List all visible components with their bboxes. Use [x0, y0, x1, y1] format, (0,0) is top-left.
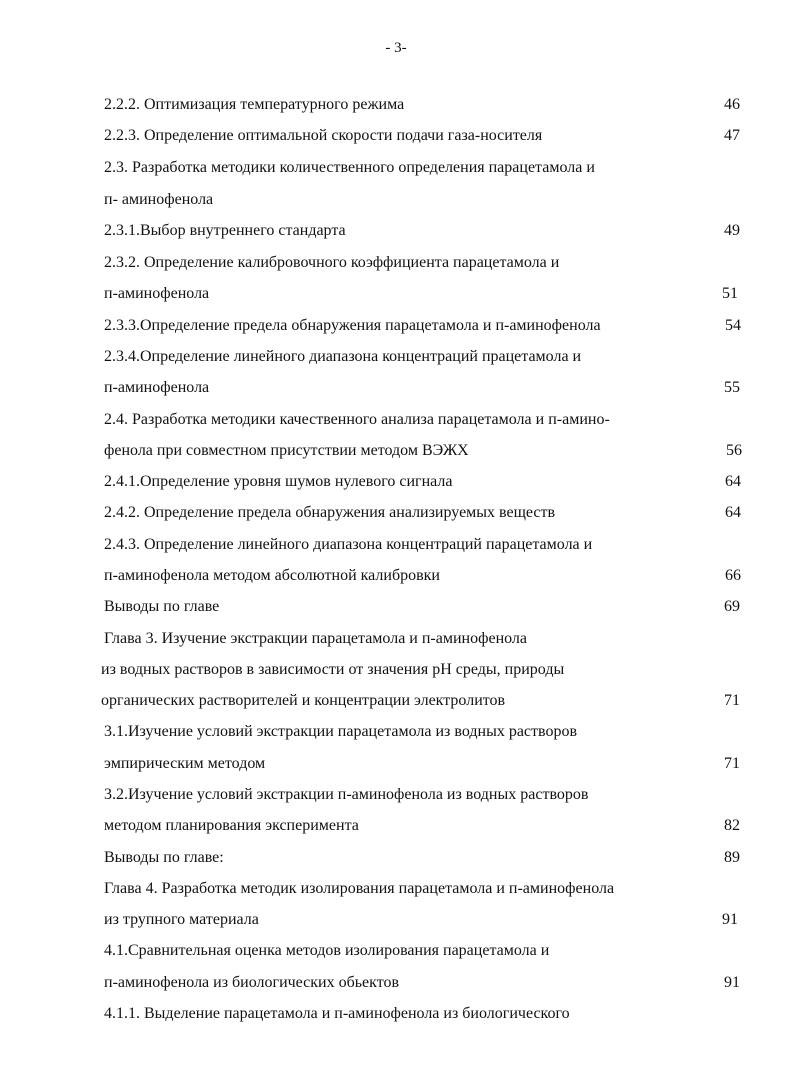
toc-entry-page: 91 — [724, 974, 740, 991]
toc-entry-text: из водных растворов в зависимости от значения pH среды, природы — [101, 661, 565, 678]
toc-entry-text: 2.2.3. Определение оптимальной скорости подачи газа-носителя — [104, 127, 543, 144]
toc-entry-text: 2.4.3. Определение линейного диапазона концентраций парацетамола и — [104, 536, 593, 553]
toc-entry-page: 66 — [725, 567, 741, 584]
toc-entry-page: 46 — [724, 96, 740, 113]
toc-entry-text: п-аминофенола из биологических обьектов — [104, 974, 400, 991]
toc-entry-page: 47 — [724, 127, 740, 144]
toc-entry-text: п-аминофенола — [104, 379, 210, 396]
toc-entry-page: 89 — [724, 849, 740, 866]
toc-entry-page: 91 — [722, 911, 738, 928]
toc-entry-text: 3.2.Изучение условий экстракции п-аминофенола из водных растворов — [104, 786, 589, 803]
toc-entry-text: 4.1.1. Выделение парацетамола и п-аминофенола из биологического — [104, 1005, 570, 1022]
toc-entry-text: п- аминофенола — [104, 191, 214, 208]
toc-entry-text: 2.3. Разработка методики количественного определения парацетамола и — [104, 159, 595, 176]
toc-entry-text: 2.3.4.Определение линейного диапазона концентраций працетамола и — [104, 348, 582, 365]
toc-entry-text: п-аминофенола — [104, 285, 210, 302]
toc-entry-page: 54 — [725, 317, 741, 334]
page-number: - 3- — [385, 40, 407, 56]
toc-entry-text: из трупного материала — [104, 911, 259, 928]
toc-entry-text: Глава 4. Разработка методик изолирования парацетамола и п-аминофенола — [104, 880, 615, 897]
toc-entry-text: 2.3.2. Определение калибровочного коэффициента парацетамола и — [104, 254, 560, 271]
toc-entry-text: 2.2.2. Оптимизация температурного режима — [104, 96, 405, 113]
toc-entry-text: 3.1.Изучение условий экстракции парацетамола из водных растворов — [104, 723, 578, 740]
toc-entry-text: Выводы по главе — [104, 598, 220, 615]
toc-entry-page: 64 — [725, 473, 741, 490]
toc-entry-text: эмпирическим методом — [104, 755, 266, 772]
toc-entry-text: п-аминофенола методом абсолютной калибровки — [104, 567, 440, 584]
toc-entry-text: Глава 3. Изучение экстракции парацетамола и п-аминофенола — [104, 630, 528, 647]
toc-entry-text: 2.4.2. Определение предела обнаружения анализируемых веществ — [104, 504, 556, 521]
toc-entry-page: 71 — [724, 692, 740, 709]
toc-entry-text: 2.4.1.Определение уровня шумов нулевого сигнала — [104, 473, 453, 490]
toc-entry-text: фенола при совместном присутствии методом ВЭЖХ — [104, 442, 469, 459]
toc-entry-page: 56 — [726, 442, 742, 459]
toc-entry-text: 2.3.1.Выбор внутреннего стандарта — [104, 222, 346, 239]
toc-entry-text: 4.1.Сравнительная оценка методов изолирования парацетамола и — [104, 942, 550, 959]
toc-entry-text: методом планирования эксперимента — [104, 817, 359, 834]
toc-entry-page: 51 — [722, 285, 738, 302]
toc-entry-text: Выводы по главе: — [104, 849, 224, 866]
toc-entry-page: 82 — [724, 817, 740, 834]
toc-entry-text: 2.4. Разработка методики качественного анализа парацетамола и п-амино- — [104, 411, 610, 428]
toc-entry-text: органических растворителей и концентрации электролитов — [101, 692, 506, 709]
toc-entry-text: 2.3.3.Определение предела обнаружения парацетамола и п-аминофенола — [104, 317, 601, 334]
toc-entry-page: 69 — [724, 598, 740, 615]
toc-entry-page: 55 — [724, 379, 740, 396]
toc-entry-page: 49 — [724, 222, 740, 239]
toc-entry-page: 64 — [725, 504, 741, 521]
toc-entry-page: 71 — [724, 755, 740, 772]
